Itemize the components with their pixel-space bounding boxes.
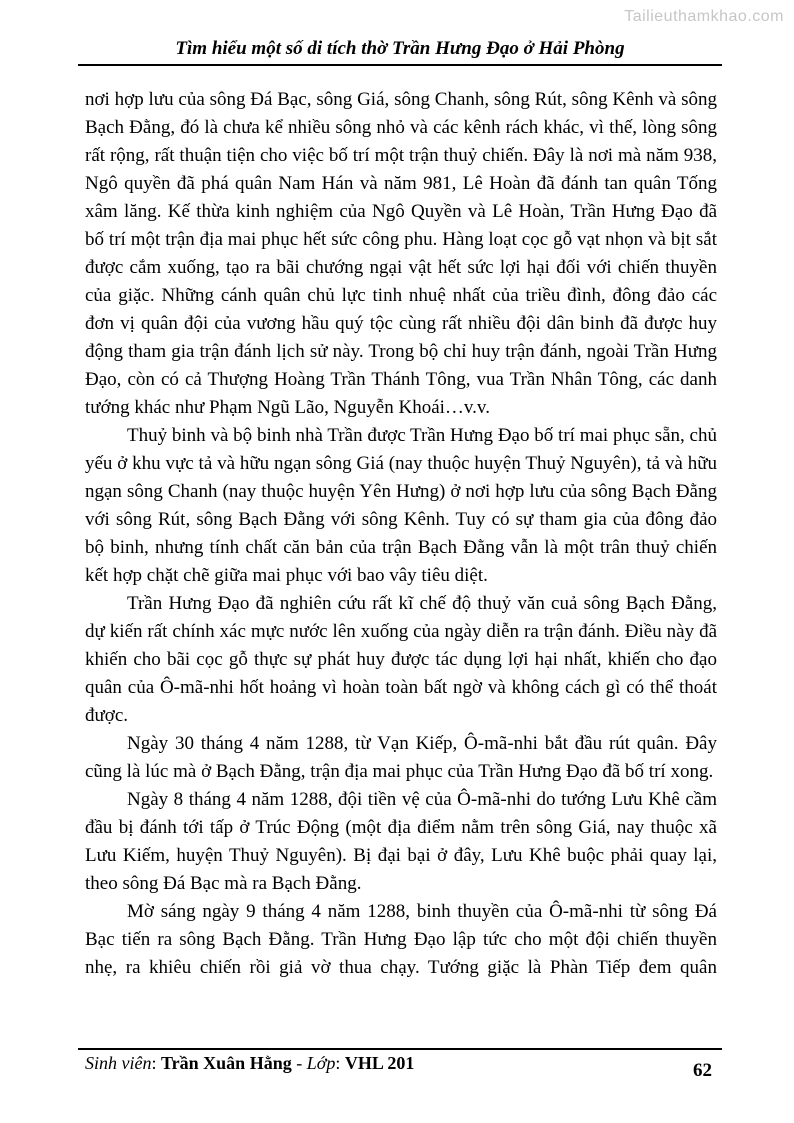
document-body: [85, 86, 717, 982]
paragraph-3: Trần Hưng Đạo đã nghiên cứu rất kĩ chế độ thuỷ văn cuả sông Bạch Đằng, dự kiến rất chính xác mực nước lên xuống của ngày diễn ra trận đánh. Điều này đã khiến cho bãi cọc gỗ thực sự phát huy được tác dụng lợi hại nhất, khiến cho đạo quân của Ô-mã-nhi hốt hoảng vì hoàn toàn bất ngờ và không cách gì có thể thoát được.: [85, 593, 717, 726]
separator: -: [291, 1053, 307, 1073]
paragraph-1: nơi hợp lưu của sông Đá Bạc, sông Giá, sông Chanh, sông Rút, sông Kênh và sông Bạch Đằng, đó là chưa kể nhiều sông nhỏ và các kênh rách khác, vì thế, lòng sông rất rộng, rất thuận tiện cho việc bố trí một trận thuỷ chiến. Đây là nơi mà năm 938, Ngô quyền đã phá quân Nam Hán và năm 981, Lê Hoàn đã đánh tan quân Tống xâm lăng. Kế thừa kinh nghiệm của Ngô Quyền và Lê Hoàn, Trần Hưng Đạo đã bố trí một trận địa mai phục hết sức công phu. Hàng loạt cọc gỗ vạt nhọn và bịt sắt được cắm xuống, tạo ra bãi chướng ngại vật hết sức lợi hại đối với chiến thuyền của giặc. Những cánh quân chủ lực tinh nhuệ nhất của triều đình, đông đảo các đơn vị quân đội của vương hầu quý tộc cùng rất nhiều đội dân binh đã được huy động tham gia trận đánh lịch sử này. Trong bộ chỉ huy trận đánh, ngoài Trần Hưng Đạo, còn có cả Thượng Hoàng Trần Thánh Tông, vua Trần Nhân Tông, các danh tướng khác như Phạm Ngũ Lão, Nguyễn Khoái…v.v.: [85, 89, 717, 418]
page-title: Tìm hiểu một số di tích thờ Trần Hưng Đạo ở Hải Phòng: [175, 38, 625, 59]
paragraph-5: Ngày 8 tháng 4 năm 1288, đội tiền vệ của Ô-mã-nhi do tướng Lưu Khê cầm đầu bị đánh tới tấp ở Trúc Động (một địa điểm nằm trên sông Giá, nay thuộc xã Lưu Kiếm, huyện Thuỷ Nguyên). Bị đại bại ở đây, Lưu Khê buộc phải quay lại, theo sông Đá Bạc mà ra Bạch Đằng.: [85, 789, 717, 894]
page-number: 62: [693, 1060, 712, 1081]
footer-student-info: [78, 1053, 414, 1074]
colon: :: [151, 1053, 161, 1073]
page-footer: [78, 1048, 722, 1082]
student-label: Sinh viên: [85, 1053, 152, 1073]
class-label: Lớp: [306, 1053, 336, 1073]
class-value: VHL 201: [344, 1053, 415, 1073]
paragraph-2: Thuỷ binh và bộ binh nhà Trần được Trần Hưng Đạo bố trí mai phục sẵn, chủ yếu ở khu vực tả và hữu ngạn sông Giá (nay thuộc huyện Thuỷ Nguyên), tả và hữu ngạn sông Chanh (nay thuộc huyện Yên Hưng) ở nơi hợp lưu của sông Bạch Đằng với sông Rút, sông Bạch Đằng với sông Kênh. Tuy có sự tham gia của đông đảo bộ binh, nhưng tính chất căn bản của trận Bạch Đằng vẫn là một trân thuỷ chiến kết hợp chặt chẽ giữa mai phục với bao vây tiêu diệt.: [85, 425, 717, 586]
page-header: [78, 38, 722, 66]
paragraph-4: Ngày 30 tháng 4 năm 1288, từ Vạn Kiếp, Ô-mã-nhi bắt đầu rút quân. Đây cũng là lúc mà ở Bạch Đằng, trận địa mai phục của Trần Hưng Đạo đã bố trí xong.: [85, 733, 717, 782]
watermark: Tailieuthamkhao.com: [624, 8, 784, 25]
student-name: Trần Xuân Hằng: [161, 1053, 292, 1073]
paragraph-6: Mờ sáng ngày 9 tháng 4 năm 1288, binh thuyền của Ô-mã-nhi từ sông Đá Bạc tiến ra sông Bạch Đằng. Trần Hưng Đạo lập tức cho một đội chiến thuyền nhẹ, ra khiêu chiến rồi giả vờ thua chạy. Tướng giặc là Phàn Tiếp đem quân: [85, 901, 717, 978]
colon2: :: [335, 1053, 345, 1073]
